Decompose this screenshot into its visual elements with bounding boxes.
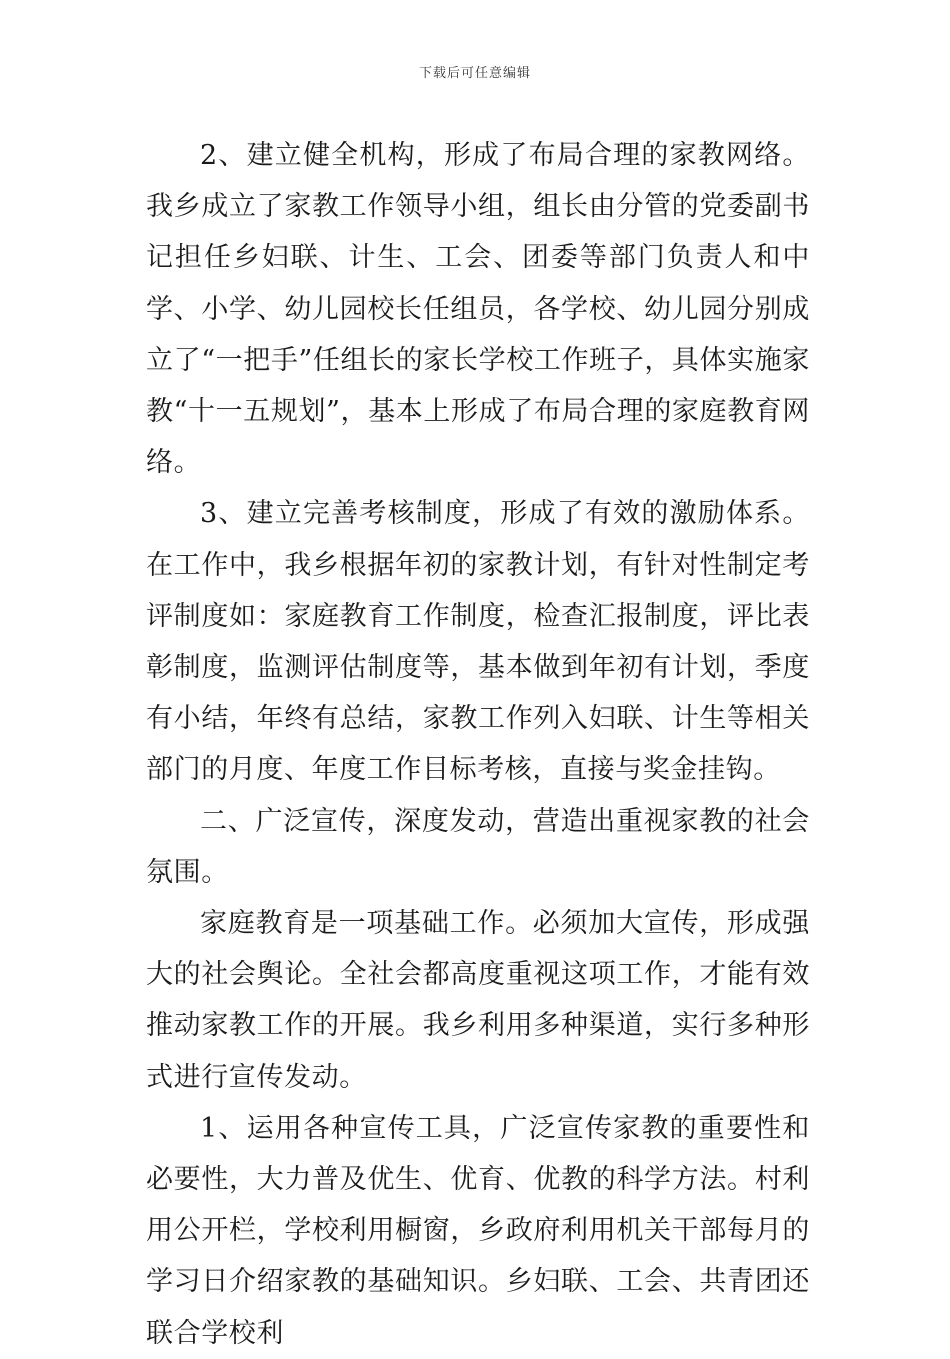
paragraph-organization: 2、建立健全机构，形成了布局合理的家教网络。我乡成立了家教工作领导小组，组长由分管的党委副书记担任乡妇联、计生、工会、团委等部门负责人和中学、小学、幼儿园校长任组员，各学校、幼儿园分别成立了“一把手”任组长的家长学校工作班子，具体实施家教“十一五规划”，基本上形成了布局合理的家庭教育网络。 [146, 140, 810, 479]
paragraph-assessment: 3、建立完善考核制度，形成了有效的激励体系。在工作中，我乡根据年初的家教计划，有针对性制定考评制度如：家庭教育工作制度，检查汇报制度，评比表彰制度，监测评估制度等，基本做到年初有计划，季度有小结，年终有总结，家教工作列入妇联、计生等相关部门的月度、年度工作目标考核，直接与奖金挂钩。 [146, 498, 810, 786]
paragraph-family-education: 家庭教育是一项基础工作。必须加大宣传，形成强大的社会舆论。全社会都高度重视这项工作，才能有效推动家教工作的开展。我乡利用多种渠道，实行多种形式进行宣传发动。 [146, 908, 810, 1093]
document-body [146, 130, 810, 1359]
paragraph-publicity-tools: 1、运用各种宣传工具，广泛宣传家教的重要性和必要性，大力普及优生、优育、优教的科学方法。村利用公开栏，学校利用橱窗，乡政府利用机关干部每月的学习日介绍家教的基础知识。乡妇联、工会、共青团还联合学校利 [146, 1112, 810, 1349]
page-header: 下载后可任意编辑 [418, 66, 531, 81]
section-heading-publicity: 二、广泛宣传，深度发动，营造出重视家教的社会氛围。 [146, 805, 810, 888]
